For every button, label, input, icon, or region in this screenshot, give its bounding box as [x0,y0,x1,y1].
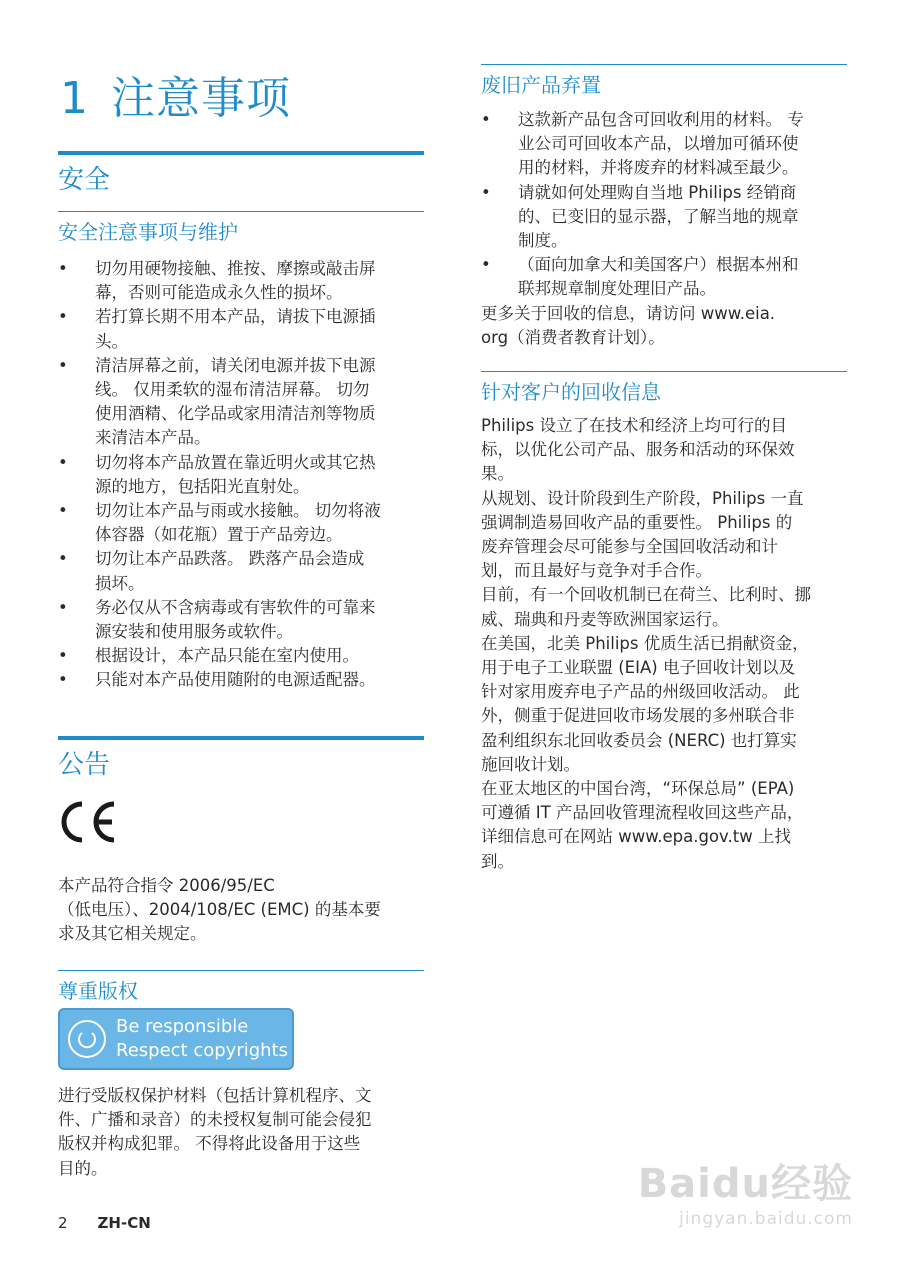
text-line: 标，以优化公司产品、服务和活动的环保效 [481,440,795,460]
text-line: 从规划、设计阶段到生产阶段，Philips 一直 [481,488,804,508]
maintenance-list [58,257,424,693]
list-item-line: 根据设计，本产品只能在室内使用。 [95,646,359,666]
list-item [481,181,847,254]
bullet-icon: • [58,670,68,690]
list-item [58,305,424,353]
section-disposal-title: 废旧产品弃置 [481,73,601,97]
section-maintenance-title: 安全注意事项与维护 [58,220,238,244]
bullet-icon: • [58,259,68,278]
chapter-title [60,62,291,126]
text-line: 可遵循 IT 产品回收管理流程收回这些产品， [481,803,804,823]
list-item-line: 头。 [95,331,128,351]
list-item-line: 切勿让本产品跌落。 跌落产品会造成 [95,549,365,569]
list-item-line: 业公司可回收本产品，以增加可循环使 [518,134,799,154]
list-item-line: 请就如何处理购自当地 Philips 经销商 [518,182,797,202]
list-item-line: 这款新产品包含可回收利用的材料。 专 [518,110,804,129]
text-line: （低电压）、2004/108/EC (EMC) 的基本要 [58,900,381,920]
bullet-icon: • [58,597,68,617]
bullet-icon: • [481,182,491,202]
bullet-icon: • [58,549,68,569]
section-disposal-header [481,64,847,98]
section-safety-title: 安全 [58,165,111,195]
list-item [58,354,424,451]
list-item-line: 源的地方，包括阳光直射处。 [95,476,310,496]
badge-line-2: Respect copyrights [116,1040,288,1061]
text-line: 本产品符合指令 2006/95/EC [58,876,275,895]
chapter-title-text: 注意事项 [111,73,291,124]
watermark [638,1152,853,1229]
text-line: 盈利组织东北回收委员会 (NERC) 也打算实 [481,730,797,750]
list-item-line: 用的材料，并将废弃的材料减至最少。 [518,158,799,178]
bullet-icon: • [58,646,68,666]
maintenance-list-block [58,257,424,693]
ce-mark-icon [58,798,118,846]
list-item-line: 清洁屏幕之前，请关闭电源并拔下电源 [95,355,376,375]
page-footer [58,1214,151,1232]
section-maintenance-header [58,211,424,245]
text-line: 版权并构成犯罪。 不得将此设备用于这些 [58,1134,361,1154]
text-line: 进行受版权保护材料（包括计算机程序、文 [58,1086,372,1105]
text-line: 在美国，北美 Philips 优质生活已捐献资金， [481,633,809,653]
list-item-line: 切勿让本产品与雨或水接触。 切勿将液 [95,501,381,521]
text-line: 求及其它相关规定。 [58,924,207,944]
list-item-line: 切勿用硬物接触、推按、摩擦或敲击屏 [95,259,376,278]
text-line: 件、广播和录音）的未授权复制可能会侵犯 [58,1110,372,1130]
section-copyright-title: 尊重版权 [58,979,138,1003]
list-item-line: 只能对本产品使用随附的电源适配器。 [95,670,376,690]
bullet-icon: • [481,255,491,275]
bullet-icon: • [58,452,68,472]
list-item-line: 幕，否则可能造成永久性的损坏。 [95,283,343,303]
list-item [481,253,847,301]
section-recycle-header [481,371,847,405]
list-item-line: 损坏。 [95,573,145,593]
list-item [58,644,424,668]
section-recycle-title: 针对客户的回收信息 [481,380,661,404]
text-line: 威、瑞典和丹麦等欧洲国家运行。 [481,609,729,629]
list-item-line: 来清洁本产品。 [95,428,211,448]
bullet-icon: • [58,307,68,327]
list-item-line: 的、已变旧的显示器，了解当地的规章 [518,206,799,226]
chapter-number: 1 [60,73,89,124]
text-line: Philips 设立了在技术和经济上均可行的目 [481,416,787,435]
text-line: 强调制造易回收产品的重要性。 Philips 的 [481,512,793,532]
list-item-line: 源安装和使用服务或软件。 [95,622,293,642]
list-item [58,668,424,692]
text-line: 划，而且最好与竞争对手合作。 [481,561,712,581]
disposal-list [481,108,847,302]
text-line: 废弃管理会尽可能参与全国回收活动和计 [481,537,778,557]
list-item-line: 若打算长期不用本产品，请拔下电源插 [95,307,376,327]
notice-text [58,874,424,947]
text-line: org（消费者教育计划）。 [481,327,665,347]
list-item [481,108,847,181]
section-copyright-header [58,970,424,1004]
list-item-line: 体容器（如花瓶）置于产品旁边。 [95,525,343,545]
watermark-url: jingyan.baidu.com [679,1209,853,1229]
recycle-text [481,414,847,874]
list-item-line: 使用酒精、化学品或家用清洁剂等物质 [95,404,376,424]
bullet-icon: • [58,355,68,375]
text-line: 目前，有一个回收机制已在荷兰、比利时、挪 [481,585,811,605]
be-responsible-badge [58,1008,294,1070]
text-line: 更多关于回收的信息，请访问 www.eia. [481,303,776,323]
list-item [58,547,424,595]
list-item-line: 联邦规章制度处理旧产品。 [518,279,716,299]
text-line: 针对家用废弃电子产品的州级回收活动。 此 [481,682,800,702]
text-line: 到。 [481,851,514,871]
language-code: ZH-CN [97,1214,151,1232]
list-item-line: 线。 仅用柔软的湿布清洁屏幕。 切勿 [95,380,370,400]
page-number: 2 [58,1214,68,1232]
text-line: 果。 [481,464,514,484]
list-item [58,451,424,499]
list-item-line: 切勿将本产品放置在靠近明火或其它热 [95,452,376,472]
text-line: 用于电子工业联盟 (EIA) 电子回收计划以及 [481,658,795,678]
text-line: 详细信息可在网站 www.epa.gov.tw 上找 [481,827,791,847]
list-item [58,596,424,644]
disposal-more-info [481,302,847,350]
copyright-text [58,1084,424,1181]
power-circle-icon [68,1020,106,1058]
text-line: 外，侧重于促进回收市场发展的多州联合非 [481,706,795,726]
bullet-icon: • [481,110,491,129]
list-item [58,257,424,305]
list-item [58,499,424,547]
section-notice-title: 公告 [58,750,111,780]
list-item-line: 制度。 [518,231,568,251]
list-item-line: 务必仅从不含病毒或有害软件的可靠来 [95,597,376,617]
text-line: 目的。 [58,1158,108,1178]
section-safety-header [58,151,424,196]
disposal-list-block [481,108,847,350]
text-line: 施回收计划。 [481,754,580,774]
section-notice-header [58,736,424,781]
list-item-line: （面向加拿大和美国客户）根据本州和 [518,255,799,275]
text-line: 在亚太地区的中国台湾，“环保总局” (EPA) [481,779,795,799]
watermark-brand: Baidu经验 [637,1161,853,1207]
badge-line-1: Be responsible [116,1016,249,1037]
bullet-icon: • [58,501,68,521]
